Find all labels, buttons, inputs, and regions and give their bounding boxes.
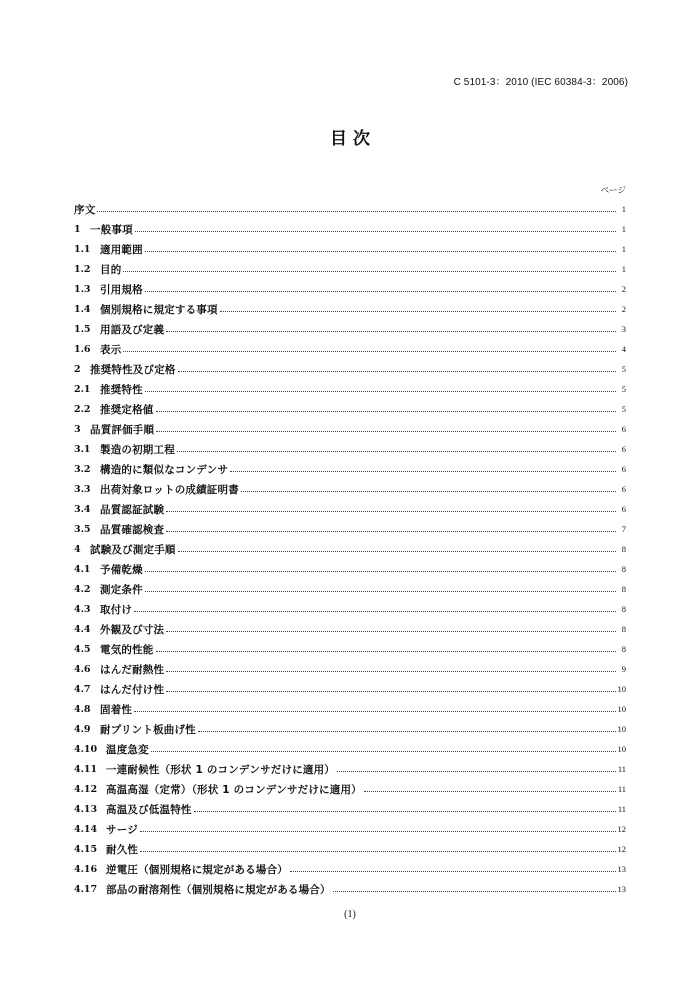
toc-entry-page: 11: [617, 764, 626, 774]
toc-entry-title: 耐久性: [106, 843, 139, 856]
toc-entry[interactable]: [74, 639, 626, 659]
toc-entry-page: 8: [621, 644, 626, 654]
toc-entry[interactable]: [74, 759, 626, 779]
dot-leader: [333, 891, 616, 892]
toc-entry[interactable]: [74, 779, 626, 799]
dot-leader: [178, 371, 616, 372]
toc-entry-title: 推奨特性及び定格: [90, 363, 176, 376]
toc-entry-number: 1.3: [74, 283, 91, 295]
toc-entry-number: 1.5: [74, 323, 91, 335]
toc-entry[interactable]: [74, 239, 626, 259]
toc-entry-title: 表示: [100, 343, 122, 356]
toc-entry-page: 6: [621, 484, 626, 494]
toc-entry-title: 推奨特性: [100, 383, 143, 396]
toc-entry-number: 4.13: [74, 803, 98, 815]
toc-entry[interactable]: [74, 879, 626, 899]
toc-entry-page: 10: [617, 724, 626, 734]
toc-entry-title: 品質確認検査: [100, 523, 165, 536]
toc-entry-page: 6: [621, 504, 626, 514]
toc-entry-title: 製造の初期工程: [100, 443, 175, 456]
page-column-label: ページ: [600, 186, 626, 196]
dot-leader: [145, 391, 616, 392]
toc-entry-page: 4: [621, 344, 626, 354]
toc-entry-number: 4.15: [74, 843, 98, 855]
toc-entry-number: 3.2: [74, 463, 91, 475]
page-number: (1): [344, 909, 356, 920]
dot-leader: [166, 511, 616, 512]
dot-leader: [178, 551, 616, 552]
toc-entry-page: 9: [621, 664, 626, 674]
toc-entry-title: 目的: [100, 263, 122, 276]
toc-entry-title: 試験及び測定手順: [90, 543, 176, 556]
toc-entry-page: 8: [621, 544, 626, 554]
toc-entry-title: サージ: [106, 823, 138, 836]
toc-entry-title: 出荷対象ロットの成績証明書: [100, 483, 239, 496]
toc-entry-title: 引用規格: [100, 283, 143, 296]
toc-entry-title: 適用範囲: [100, 243, 143, 256]
toc-entry-page: 1: [621, 244, 626, 254]
toc-entry[interactable]: [74, 699, 626, 719]
toc-entry-title: 温度急変: [106, 743, 149, 756]
toc-entry[interactable]: [74, 739, 626, 759]
toc-entry-title: 高温高湿（定常）（形状 1 のコンデンサだけに適用）: [106, 783, 362, 796]
toc-entry[interactable]: [74, 619, 626, 639]
toc-entry[interactable]: [74, 839, 626, 859]
toc-entry-page: 10: [617, 704, 626, 714]
toc-entry[interactable]: [74, 299, 626, 319]
toc-entry-page: 6: [621, 424, 626, 434]
toc-entry-page: 5: [621, 384, 626, 394]
dot-leader: [145, 571, 616, 572]
dot-leader: [156, 411, 617, 412]
toc-entry-number: 4.3: [74, 603, 91, 615]
toc-entry-page: 10: [617, 744, 626, 754]
dot-leader: [156, 431, 616, 432]
toc-entry-number: 4.6: [74, 663, 91, 675]
toc-entry-page: 3: [621, 324, 626, 334]
dot-leader: [230, 471, 616, 472]
toc-entry-number: 1.1: [74, 243, 91, 255]
toc-entry[interactable]: [74, 399, 626, 419]
toc-entry[interactable]: [74, 419, 626, 439]
toc-entry[interactable]: [74, 819, 626, 839]
toc-entry[interactable]: [74, 319, 626, 339]
toc-entry-title: 序文: [74, 203, 96, 216]
toc-entry-title: 測定条件: [100, 583, 143, 596]
toc-entry-title: 用語及び定義: [100, 323, 165, 336]
toc-entry-number: 4.8: [74, 703, 91, 715]
toc-entry-page: 10: [617, 684, 626, 694]
toc-entry[interactable]: [74, 539, 626, 559]
toc-entry-page: 6: [621, 444, 626, 454]
toc-entry-title: 逆電圧（個別規格に規定がある場合）: [106, 863, 288, 876]
toc-entry-number: 4.12: [74, 783, 98, 795]
toc-entry[interactable]: [74, 219, 626, 239]
toc-entry-number: 4.7: [74, 683, 91, 695]
toc-entry-page: 13: [617, 884, 626, 894]
toc-entry-title: 一連耐候性（形状 1 のコンデンサだけに適用）: [106, 763, 336, 776]
toc-entry-page: 11: [617, 784, 626, 794]
toc-entry-page: 8: [621, 624, 626, 634]
toc-entry-page: 8: [621, 604, 626, 614]
toc-entry-page: 12: [617, 844, 626, 854]
dot-leader: [145, 251, 616, 252]
dot-leader: [194, 811, 616, 812]
dot-leader: [166, 631, 616, 632]
toc-entry-number: 4.10: [74, 743, 98, 755]
toc-entry-title: 推奨定格値: [100, 403, 154, 416]
table-of-contents: [74, 199, 626, 899]
toc-entry[interactable]: [74, 259, 626, 279]
dot-leader: [123, 271, 616, 272]
toc-entry-page: 11: [617, 804, 626, 814]
toc-entry[interactable]: [74, 439, 626, 459]
dot-leader: [97, 211, 616, 212]
toc-entry-title: 個別規格に規定する事項: [100, 303, 218, 316]
dot-leader: [290, 871, 616, 872]
toc-entry-number: 3.1: [74, 443, 91, 455]
toc-entry[interactable]: [74, 859, 626, 879]
toc-entry-page: 2: [621, 304, 626, 314]
toc-entry-title: 取付け: [100, 603, 133, 616]
toc-entry-number: 4.2: [74, 583, 91, 595]
dot-leader: [134, 711, 615, 712]
dot-leader: [166, 671, 616, 672]
dot-leader: [198, 731, 616, 732]
toc-entry[interactable]: [74, 659, 626, 679]
dot-leader: [151, 751, 616, 752]
dot-leader: [145, 591, 616, 592]
toc-entry-number: 3.5: [74, 523, 91, 535]
dot-leader: [166, 531, 616, 532]
toc-entry-page: 2: [621, 284, 626, 294]
toc-entry-number: 1.2: [74, 263, 91, 275]
toc-entry-page: 1: [621, 224, 626, 234]
dot-leader: [156, 651, 617, 652]
toc-entry[interactable]: [74, 339, 626, 359]
toc-entry-number: 4.9: [74, 723, 91, 735]
toc-entry[interactable]: [74, 559, 626, 579]
toc-entry-title: 品質認証試験: [100, 503, 165, 516]
toc-entry-title: 品質評価手順: [90, 423, 155, 436]
page-title: 目 次: [330, 129, 370, 149]
dot-leader: [364, 791, 616, 792]
toc-entry[interactable]: [74, 579, 626, 599]
toc-entry-title: 外観及び寸法: [100, 623, 165, 636]
toc-entry-title: 部品の耐溶剤性（個別規格に規定がある場合）: [106, 883, 331, 896]
toc-entry[interactable]: [74, 799, 626, 819]
toc-entry-title: 構造的に類似なコンデンサ: [100, 463, 229, 476]
toc-entry-number: 4: [74, 543, 81, 555]
dot-leader: [140, 831, 616, 832]
toc-entry-number: 2: [74, 363, 81, 375]
toc-entry-title: 高温及び低温特性: [106, 803, 192, 816]
toc-entry-page: 5: [621, 364, 626, 374]
dot-leader: [337, 771, 616, 772]
dot-leader: [166, 691, 615, 692]
toc-entry[interactable]: [74, 719, 626, 739]
dot-leader: [145, 291, 616, 292]
toc-entry[interactable]: [74, 679, 626, 699]
toc-entry-number: 4.5: [74, 643, 91, 655]
toc-entry-page: 8: [621, 564, 626, 574]
toc-entry-number: 2.2: [74, 403, 91, 415]
toc-entry-title: 固着性: [100, 703, 133, 716]
toc-entry-page: 1: [621, 264, 626, 274]
toc-entry-number: 3.3: [74, 483, 91, 495]
toc-entry[interactable]: [74, 599, 626, 619]
toc-entry-page: 1: [621, 204, 626, 214]
dot-leader: [241, 491, 616, 492]
toc-entry[interactable]: [74, 499, 626, 519]
toc-entry-number: 3.4: [74, 503, 91, 515]
dot-leader: [140, 851, 615, 852]
toc-entry[interactable]: [74, 379, 626, 399]
toc-entry-number: 2.1: [74, 383, 91, 395]
toc-entry[interactable]: [74, 279, 626, 299]
toc-entry-title: 電気的性能: [100, 643, 154, 656]
dot-leader: [135, 231, 616, 232]
toc-entry[interactable]: [74, 359, 626, 379]
toc-entry-number: 4.14: [74, 823, 98, 835]
dot-leader: [220, 311, 616, 312]
toc-entry-page: 12: [617, 824, 626, 834]
toc-entry-title: 一般事項: [90, 223, 133, 236]
document-code: C 5101-3：2010 (IEC 60384-3：2006): [453, 77, 628, 88]
toc-entry-number: 1: [74, 223, 81, 235]
toc-entry-title: はんだ耐熱性: [100, 663, 165, 676]
toc-entry-page: 7: [621, 524, 626, 534]
toc-entry-page: 13: [617, 864, 626, 874]
toc-entry-title: 耐プリント板曲げ性: [100, 723, 196, 736]
toc-entry-number: 4.1: [74, 563, 91, 575]
toc-entry[interactable]: [74, 519, 626, 539]
toc-entry-number: 4.4: [74, 623, 91, 635]
toc-entry[interactable]: [74, 459, 626, 479]
toc-entry-number: 1.6: [74, 343, 91, 355]
toc-entry[interactable]: [74, 479, 626, 499]
toc-entry-number: 3: [74, 423, 81, 435]
toc-entry-number: 4.17: [74, 883, 98, 895]
toc-entry-number: 4.16: [74, 863, 98, 875]
dot-leader: [177, 451, 616, 452]
dot-leader: [134, 611, 616, 612]
dot-leader: [123, 351, 616, 352]
toc-entry-number: 4.11: [74, 763, 98, 775]
toc-entry-number: 1.4: [74, 303, 91, 315]
toc-entry-title: 予備乾燥: [100, 563, 143, 576]
toc-entry-page: 8: [621, 584, 626, 594]
toc-entry-page: 5: [621, 404, 626, 414]
toc-entry-title: はんだ付け性: [100, 683, 165, 696]
toc-entry-page: 6: [621, 464, 626, 474]
dot-leader: [166, 331, 616, 332]
toc-entry[interactable]: [74, 199, 626, 219]
